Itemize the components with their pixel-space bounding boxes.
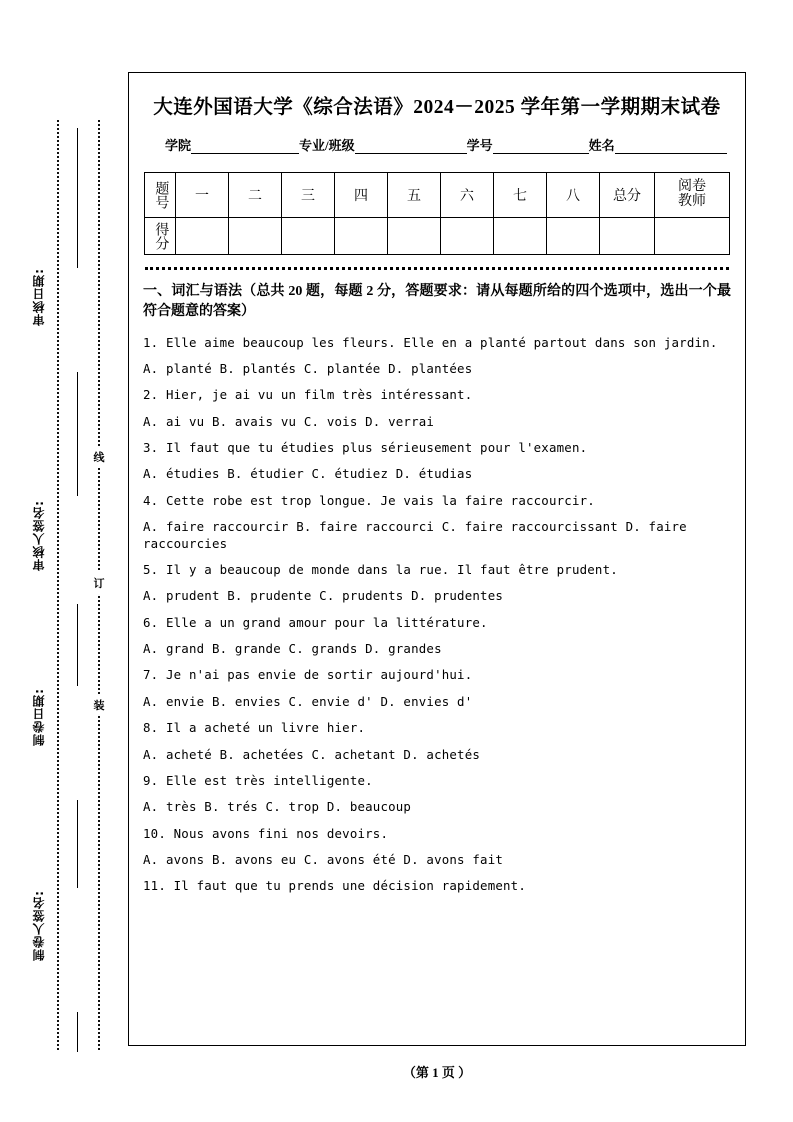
question-options-6[interactable]: A. grand B. grande C. grands D. grandes	[143, 641, 442, 657]
col-head-8: 八	[547, 173, 600, 218]
field-student-id	[467, 135, 589, 154]
field-student-id-label: 学号	[466, 138, 493, 153]
question-options-7[interactable]: A. envie B. envies C. envie d' D. envies d'	[143, 693, 473, 709]
field-college	[165, 135, 299, 154]
margin-label-reviewer-signature: 审核人签名:	[32, 500, 46, 571]
question-stem-5: 5. Il y a beaucoup de monde dans la rue. Il faut être prudent.	[143, 561, 618, 577]
row-label-score	[145, 218, 176, 255]
field-student-name-blank[interactable]	[615, 140, 727, 154]
margin-rule-2	[77, 372, 78, 496]
field-student-id-blank[interactable]	[493, 140, 589, 154]
section-separator	[145, 267, 729, 270]
row-label-question-number-char1: 题号	[153, 181, 169, 209]
question-options-10[interactable]: A. avons B. avons eu C. avons été D. avons fait	[143, 852, 504, 868]
question-stem-10: 10. Nous avons fini nos devoirs.	[143, 825, 389, 841]
field-major-class-blank[interactable]	[355, 140, 467, 154]
question-options-3[interactable]: A. étudies B. étudier C. étudiez D. étudias	[143, 466, 473, 482]
page-footer: （第 1 页 ）	[402, 1065, 472, 1080]
score-cell-teacher[interactable]	[655, 218, 730, 255]
question-stem-2: 2. Hier, je ai vu un film très intéressant.	[143, 387, 473, 403]
score-cell-7[interactable]	[494, 218, 547, 255]
question-options-4[interactable]: A. faire raccourcir B. faire raccourci C. faire raccourcissant D. faire raccourcies	[143, 519, 687, 551]
table-row-question-numbers	[145, 173, 730, 218]
field-college-blank[interactable]	[191, 140, 299, 154]
margin-label-paper-maker-date: 制卷日期:	[32, 688, 46, 746]
score-cell-1[interactable]	[176, 218, 229, 255]
col-head-1: 一	[176, 173, 229, 218]
question-stem-1: 1. Elle aime beaucoup les fleurs. Elle en a planté partout dans son jardin.	[143, 334, 718, 350]
col-head-3: 三	[282, 173, 335, 218]
binding-margin	[0, 0, 128, 1122]
score-cell-8[interactable]	[547, 218, 600, 255]
fold-mark-line: 线	[90, 446, 108, 468]
score-table	[144, 172, 730, 255]
margin-rule-5	[77, 1012, 78, 1052]
col-head-teacher-line1: 阅卷	[678, 179, 706, 195]
margin-label-paper-maker-signature: 制卷人签名:	[32, 890, 46, 961]
question-stem-7: 7. Je n'ai pas envie de sortir aujourd'hui.	[143, 667, 473, 683]
col-head-6: 六	[441, 173, 494, 218]
question-stem-4: 4. Cette robe est trop longue. Je vais la faire raccourcir.	[143, 492, 595, 508]
row-label-score-text: 得分	[153, 222, 169, 250]
question-stem-6: 6. Elle a un grand amour pour la littérature.	[143, 614, 488, 630]
question-options-1[interactable]: A. planté B. plantés C. plantée D. plantées	[143, 360, 473, 376]
score-cell-2[interactable]	[229, 218, 282, 255]
question-options-8[interactable]: A. acheté B. achetées C. achetant D. achetés	[143, 746, 481, 762]
field-major-class-label: 专业/班级	[299, 138, 355, 153]
margin-label-review-date: 审核日期:	[32, 268, 46, 326]
question-content	[143, 282, 731, 895]
exam-paper-frame	[128, 72, 746, 1046]
table-row-scores	[145, 218, 730, 255]
score-cell-total[interactable]	[600, 218, 655, 255]
field-student-name-label: 姓名	[588, 138, 615, 153]
field-major-class	[299, 135, 467, 154]
score-cell-4[interactable]	[335, 218, 388, 255]
col-head-total: 总分	[600, 173, 655, 218]
col-head-2: 二	[229, 173, 282, 218]
margin-rule-3	[77, 604, 78, 686]
col-head-teacher	[655, 173, 730, 218]
margin-rule-4	[77, 800, 78, 888]
row-label-question-number	[145, 173, 176, 218]
page-title: 大连外国语大学《综合法语》2024－2025 学年第一学期期末试卷	[153, 97, 721, 118]
score-cell-3[interactable]	[282, 218, 335, 255]
question-stem-9: 9. Elle est très intelligente.	[143, 772, 373, 788]
section-heading: 一、词汇与语法（总共 20 题，每题 2 分，答题要求：请从每题所给的四个选项中，选出一个最符合题意的答案）	[143, 284, 731, 320]
question-options-2[interactable]: A. ai vu B. avais vu C. vois D. verrai	[143, 413, 435, 429]
question-stem-8: 8. Il a acheté un livre hier.	[143, 720, 366, 736]
score-cell-6[interactable]	[441, 218, 494, 255]
col-head-7: 七	[494, 173, 547, 218]
question-stem-11: 11. Il faut que tu prends une décision rapidement.	[143, 878, 526, 894]
fold-mark-bind: 订	[90, 572, 108, 594]
outer-dotted-rule	[57, 120, 59, 1050]
question-options-5[interactable]: A. prudent B. prudente C. prudents D. prudentes	[143, 588, 504, 604]
col-head-4: 四	[335, 173, 388, 218]
col-head-teacher-line2: 教师	[678, 194, 706, 209]
question-stem-3: 3. Il faut que tu étudies plus sérieusement pour l'examen.	[143, 440, 588, 456]
field-student-name	[589, 135, 727, 154]
student-info-line	[143, 135, 731, 154]
field-college-label: 学院	[165, 138, 192, 153]
margin-rule-1	[77, 128, 78, 268]
question-options-9[interactable]: A. très B. trés C. trop D. beaucoup	[143, 799, 412, 815]
fold-mark-pack: 装	[90, 694, 108, 716]
col-head-5: 五	[388, 173, 441, 218]
score-cell-5[interactable]	[388, 218, 441, 255]
